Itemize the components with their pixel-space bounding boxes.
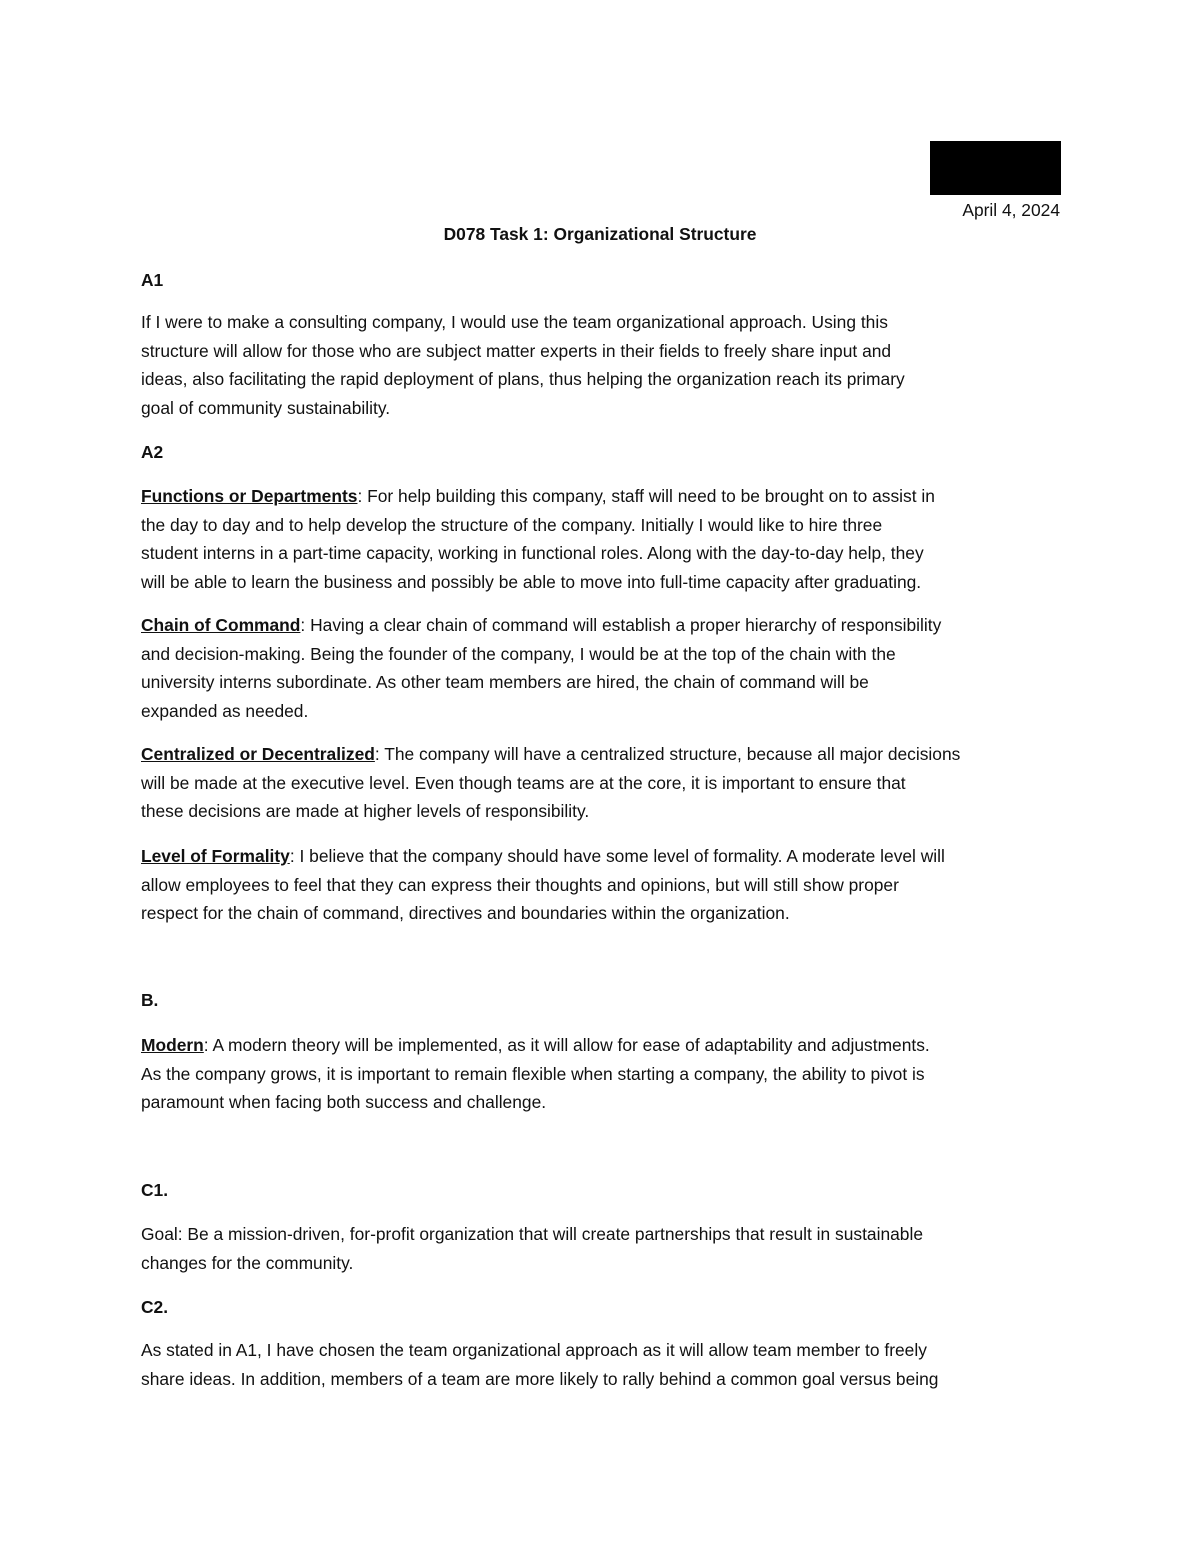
text-line: will be made at the executive level. Even though teams are at the core, it is important to ensure that [141, 772, 906, 793]
heading-c1: C1. [141, 1180, 169, 1200]
text: For help building this company, staff will need to be brought on to assist in [362, 486, 935, 506]
text-line: changes for the community. [141, 1252, 354, 1273]
text-line: expanded as needed. [141, 700, 309, 721]
text-line: and decision-making. Being the founder of the company, I would be at the top of the chain with the [141, 643, 896, 664]
text-line: paramount when facing both success and challenge. [141, 1092, 547, 1113]
colon: : [289, 846, 295, 866]
paragraph-functions [141, 482, 1081, 596]
label-formality: Level of Formality [141, 846, 290, 866]
heading-a2: A2 [141, 442, 164, 462]
text-line: As stated in A1, I have chosen the team organizational approach as it will allow team member to freely [141, 1340, 927, 1360]
section-a1 [141, 266, 1081, 295]
text: Having a clear chain of command will establish a proper hierarchy of responsibility [305, 615, 942, 635]
section-c1 [141, 1176, 1081, 1205]
text-line: goal of community sustainability. [141, 397, 391, 418]
label-centralized: Centralized or Decentralized [141, 744, 375, 764]
text-line: ideas, also facilitating the rapid deployment of plans, thus helping the organization reach its primary [141, 369, 905, 390]
paragraph-chain [141, 611, 1081, 725]
colon: : [203, 1035, 209, 1055]
colon: : [357, 486, 363, 506]
text-line: As the company grows, it is important to remain flexible when starting a company, the ability to pivot is [141, 1063, 925, 1084]
heading-b: B. [141, 990, 159, 1010]
label-functions: Functions or Departments [141, 486, 358, 506]
text-line: student interns in a part-time capacity, working in functional roles. Along with the day-to-day help, they [141, 543, 924, 564]
text-line: structure will allow for those who are subject matter experts in their fields to freely share input and [141, 340, 892, 361]
paragraph-formality [141, 842, 1081, 928]
document-title: D078 Task 1: Organizational Structure [443, 224, 757, 244]
section-a2 [141, 438, 1081, 467]
document-date: April 4, 2024 [962, 200, 1060, 220]
heading-a1: A1 [141, 270, 164, 290]
paragraph-centralized [141, 740, 1081, 826]
section-b [141, 986, 1081, 1015]
text-line: respect for the chain of command, directives and boundaries within the organization. [141, 903, 790, 924]
text: The company will have a centralized structure, because all major decisions [379, 744, 961, 764]
text-line: allow employees to feel that they can express their thoughts and opinions, but will still show proper [141, 874, 899, 895]
text-line: Goal: Be a mission-driven, for-profit organization that will create partnerships that result in sustainable [141, 1224, 923, 1244]
paragraph-a1 [141, 308, 1081, 422]
colon: : [300, 615, 306, 635]
paragraph-c1 [141, 1220, 1081, 1277]
label-chain: Chain of Command [141, 615, 301, 635]
text-line: the day to day and to help develop the structure of the company. Initially I would like to hire three [141, 514, 883, 535]
heading-c2: C2. [141, 1297, 169, 1317]
text-line: will be able to learn the business and possibly be able to move into full-time capacity after graduating. [141, 571, 922, 592]
colon: : [374, 744, 380, 764]
text-line: these decisions are made at higher levels of responsibility. [141, 801, 590, 822]
text-line: share ideas. In addition, members of a team are more likely to rally behind a common goal versus being [141, 1368, 939, 1389]
redacted-name-block [930, 141, 1061, 195]
paragraph-modern [141, 1031, 1081, 1117]
text: A modern theory will be implemented, as it will allow for ease of adaptability and adjustments. [208, 1035, 930, 1055]
text: I believe that the company should have some level of formality. A moderate level will [294, 846, 945, 866]
section-c2 [141, 1293, 1081, 1322]
text-line: If I were to make a consulting company, I would use the team organizational approach. Using this [141, 312, 888, 332]
paragraph-c2 [141, 1336, 1081, 1393]
label-modern: Modern [141, 1035, 204, 1055]
text-line: university interns subordinate. As other team members are hired, the chain of command will be [141, 672, 869, 693]
